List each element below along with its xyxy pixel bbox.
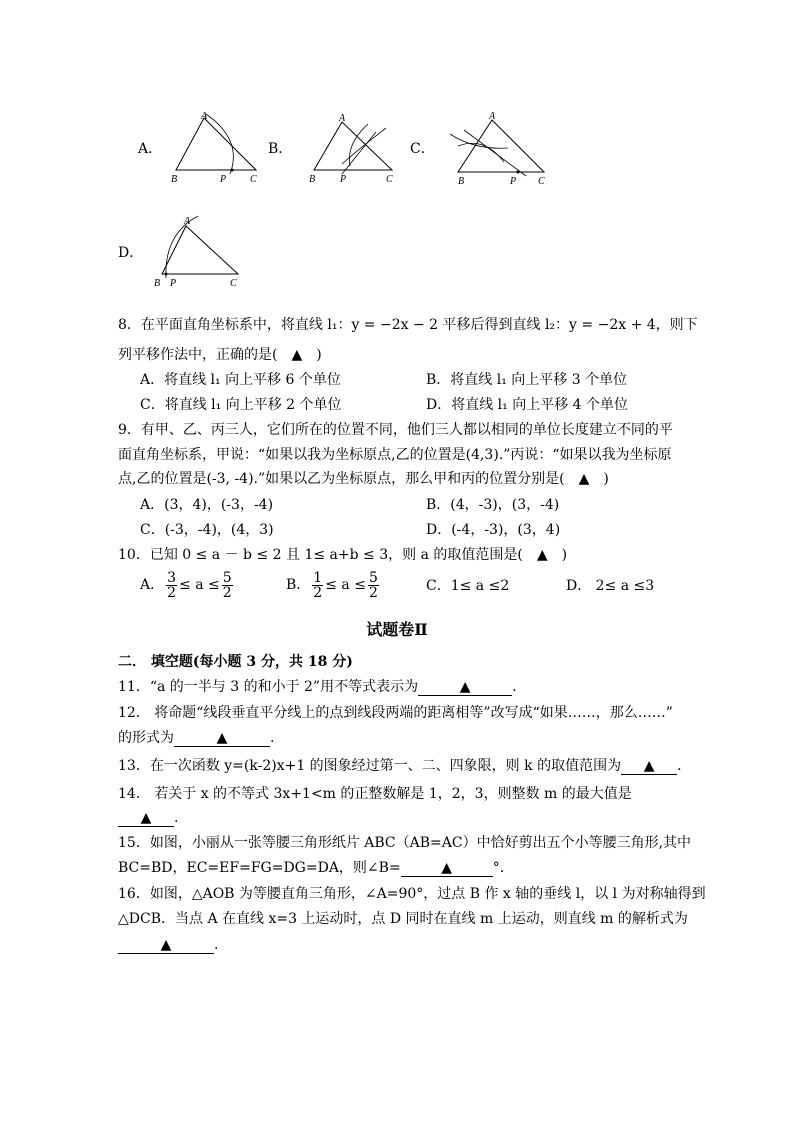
- q9-option-c: C．(-3，-4)，(4，3): [140, 522, 274, 538]
- q14-end: .: [174, 810, 179, 826]
- fig-a-label-b: B: [171, 174, 178, 185]
- q8-option-b: B．将直线 l₁ 向上平移 3 个单位: [426, 372, 628, 388]
- fig-c-label-b: B: [458, 176, 465, 187]
- q16-line3: [118, 935, 218, 955]
- q15-end: °.: [492, 860, 505, 876]
- q7-option-c-label: C．: [410, 141, 435, 157]
- fig-d-label-c: C: [230, 278, 237, 289]
- fig-b-label-p: P: [340, 174, 347, 185]
- fig-b-label-c: C: [386, 174, 393, 185]
- q9-option-b: B．(4，-3)，(3，-4): [426, 497, 560, 513]
- q10-option-c: C．1≤ a ≤2: [426, 578, 510, 594]
- q13-stem: 13．在一次函数 y=(k-2)x+1 的图象经过第一、二、四象限，则 k 的取值范围为: [118, 758, 622, 774]
- q13-end: .: [677, 758, 682, 774]
- q10-stem: 10．已知 0 ≤ a － b ≤ 2 且 1≤ a+b ≤ 3，则 a 的取值范围是( ▲ ): [118, 547, 568, 563]
- q8-stem-line1: 8．在平面直角坐标系中，将直线 l₁：y = −2x − 2 平移后得到直线 l₂：y = −2x + 4，则下: [118, 317, 698, 333]
- q9-stem-line2: 面直角坐标系，甲说：“如果以我为坐标原点,乙的位置是(4,3).”丙说：“如果以我为坐标原: [118, 447, 672, 463]
- q9-stem-line3: 点,乙的位置是(-3, -4).”如果以乙为坐标原点，那么甲和丙的位置分别是( ▲ ): [118, 471, 609, 487]
- q10-b-label: B．: [286, 577, 311, 593]
- q15-stem-line2: BC=BD，EC=EF=FG=DG=DA，则∠B=: [118, 860, 401, 876]
- q7-figure-c: [444, 110, 554, 192]
- q16-end: .: [214, 937, 219, 953]
- q10-option-d: D． 2≤ a ≤3: [566, 578, 655, 594]
- q12-end: .: [270, 730, 275, 746]
- q7-option-b-label: B．: [268, 141, 293, 157]
- q14-line2: [118, 808, 178, 828]
- q12-stem-line2: 的形式为: [118, 730, 174, 746]
- q11: [118, 677, 517, 697]
- q10-option-a: [140, 568, 235, 602]
- q8-option-a: A．将直线 l₁ 向上平移 6 个单位: [140, 372, 341, 388]
- q10-b-frac-lower: $\frac{1}{2}$: [313, 569, 323, 601]
- q8-option-c: C．将直线 l₁ 向上平移 2 个单位: [140, 397, 342, 413]
- q10-a-label: A．: [140, 577, 165, 593]
- q15-answer-blank[interactable]: ▲: [401, 860, 493, 877]
- q12-line2: [118, 728, 274, 748]
- q10-b-frac-upper: $\frac{5}{2}$: [368, 569, 378, 601]
- fig-b-label-b: B: [309, 174, 316, 185]
- q11-end: .: [512, 679, 517, 695]
- q16-answer-blank[interactable]: ▲: [118, 937, 214, 954]
- q12-answer-blank[interactable]: ▲: [174, 730, 270, 747]
- q7-figure-a: [168, 110, 268, 190]
- q10-a-frac-lower: $\frac{3}{2}$: [167, 569, 177, 601]
- part2-heading: 二． 填空题(每小题 3 分，共 18 分): [118, 654, 353, 670]
- q16-stem-line1: 16．如图，△AOB 为等腰直角三角形，∠A=90°，过点 B 作 x 轴的垂线 l，以 l 为对称轴得到: [118, 886, 706, 902]
- q14-stem-line1: 14． 若关于 x 的不等式 3x+1<m 的正整数解是 1，2，3，则整数 m 的最大值是: [118, 786, 632, 802]
- q15-line2: [118, 858, 504, 878]
- q7-figure-b: [306, 110, 406, 190]
- fig-a-label-c: C: [250, 174, 257, 185]
- q7-option-d-label: D．: [118, 245, 144, 261]
- q10-a-frac-upper: $\frac{5}{2}$: [222, 569, 232, 601]
- q15-stem-line1: 15．如图，小丽从一张等腰三角形纸片 ABC（AB=AC）中恰好剪出五个小等腰三角形,其中: [118, 835, 692, 851]
- fig-d-label-p: P: [170, 278, 177, 289]
- q8-option-d: D．将直线 l₁ 向上平移 4 个单位: [426, 397, 629, 413]
- q11-stem: 11．“a 的一半与 3 的和小于 2”用不等式表示为: [118, 679, 419, 695]
- fig-c-label-p: P: [510, 176, 517, 187]
- q10-b-ineq: ≤ a ≤: [325, 577, 366, 593]
- fig-d-label-a: A: [184, 216, 191, 227]
- q7-figure-d: [152, 212, 252, 292]
- q11-answer-blank[interactable]: ▲: [418, 679, 512, 696]
- q8-stem-line2: 列平移作法中，正确的是( ▲ ): [118, 347, 322, 363]
- q12-stem-line1: 12． 将命题“线段垂直平分线上的点到线段两端的距离相等”改写成“如果……，那么……”: [118, 705, 673, 721]
- q14-answer-blank[interactable]: ▲: [118, 810, 174, 827]
- fig-a-label-a: A: [201, 111, 208, 122]
- fig-c-label-a: A: [489, 111, 496, 122]
- q9-option-a: A．(3，4)，(-3，-4): [140, 497, 274, 513]
- q9-option-d: D．(-4，-3)，(3，4): [426, 522, 561, 538]
- fig-c-label-c: C: [538, 176, 545, 187]
- q13: [118, 756, 682, 776]
- fig-d-label-b: B: [154, 278, 161, 289]
- fig-a-label-p: P: [220, 174, 227, 185]
- q7-option-a-label: A．: [138, 141, 163, 157]
- q16-stem-line2: △DCB．当点 A 在直线 x=3 上运动时，点 D 同时在直线 m 上运动，则直线 m 的解析式为: [118, 911, 688, 927]
- q10-a-ineq: ≤ a ≤: [179, 577, 220, 593]
- section-title: 试题卷Ⅱ: [366, 620, 428, 639]
- fig-b-label-a: A: [339, 113, 346, 124]
- q9-stem-line1: 9．有甲、乙、丙三人，它们所在的位置不同，他们三人都以相同的单位长度建立不同的平: [118, 422, 673, 438]
- q10-option-b: [286, 568, 381, 602]
- q13-answer-blank[interactable]: ▲: [621, 758, 677, 775]
